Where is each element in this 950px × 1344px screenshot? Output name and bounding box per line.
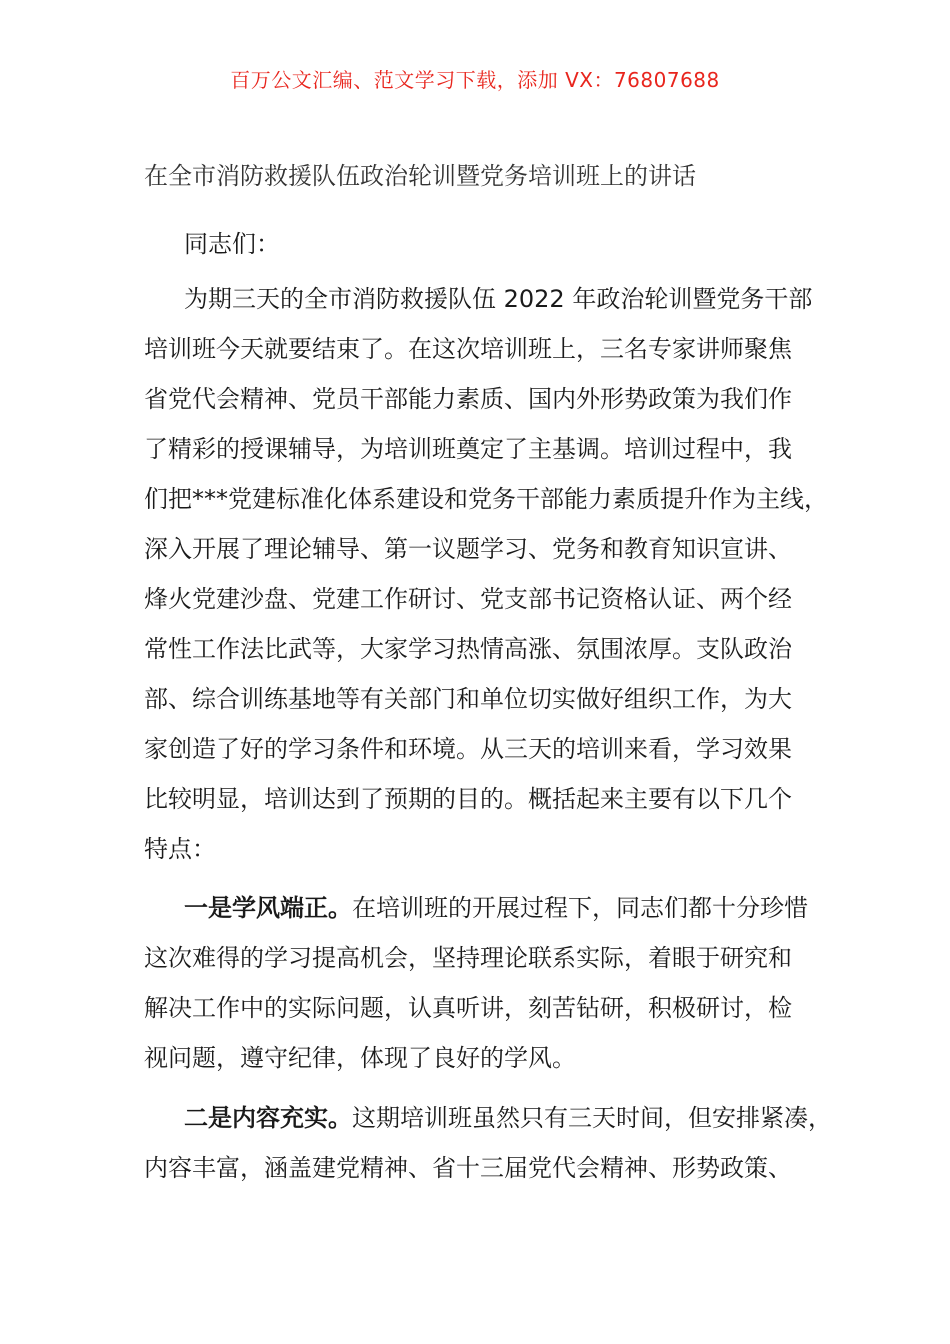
header-watermark: 百万公文汇编、范文学习下载，添加 VX：76807688 [230,68,720,92]
greeting: 同志们： [184,230,280,258]
paragraph-first-line [144,883,830,933]
paragraph-1 [144,274,830,874]
section-heading: 一是学风端正。 [184,894,352,922]
paragraph-2 [144,883,830,1083]
paragraph-line: 们把***党建标准化体系建设和党务干部能力素质提升作为主线， [144,485,828,513]
section-heading: 二是内容充实。 [184,1104,352,1132]
paragraph-line: 解决工作中的实际问题，认真听讲，刻苦钻研，积极研讨，检 [144,994,792,1022]
paragraph-line: 比较明显，培训达到了预期的目的。概括起来主要有以下几个 [144,785,792,813]
paragraph-line: 了精彩的授课辅导，为培训班奠定了主基调。培训过程中，我 [144,435,792,463]
paragraph-text: 这期培训班虽然只有三天时间，但安排紧凑， [352,1104,832,1132]
paragraph-text: 在培训班的开展过程下，同志们都十分珍惜 [352,894,808,922]
paragraph-line: 为期三天的全市消防救援队伍 2022 年政治轮训暨党务干部 [184,285,813,313]
document-title: 在全市消防救援队伍政治轮训暨党务培训班上的讲话 [144,162,696,190]
paragraph-line: 视问题，遵守纪律，体现了良好的学风。 [144,1044,576,1072]
paragraph-line: 烽火党建沙盘、党建工作研讨、党支部书记资格认证、两个经 [144,585,792,613]
paragraph-line: 深入开展了理论辅导、第一议题学习、党务和教育知识宣讲、 [144,535,792,563]
paragraph-line: 内容丰富，涵盖建党精神、省十三届党代会精神、形势政策、 [144,1154,792,1182]
paragraph-first-line [144,1093,830,1143]
paragraph-line: 省党代会精神、党员干部能力素质、国内外形势政策为我们作 [144,385,792,413]
paragraph-line: 家创造了好的学习条件和环境。从三天的培训来看，学习效果 [144,735,792,763]
paragraph-line: 特点： [144,835,216,863]
paragraph-line: 这次难得的学习提高机会，坚持理论联系实际，着眼于研究和 [144,944,792,972]
paragraph-line: 培训班今天就要结束了。在这次培训班上，三名专家讲师聚焦 [144,335,792,363]
paragraph-3 [144,1093,830,1193]
paragraph-line: 常性工作法比武等，大家学习热情高涨、氛围浓厚。支队政治 [144,635,792,663]
paragraph-line: 部、综合训练基地等有关部门和单位切实做好组织工作，为大 [144,685,792,713]
